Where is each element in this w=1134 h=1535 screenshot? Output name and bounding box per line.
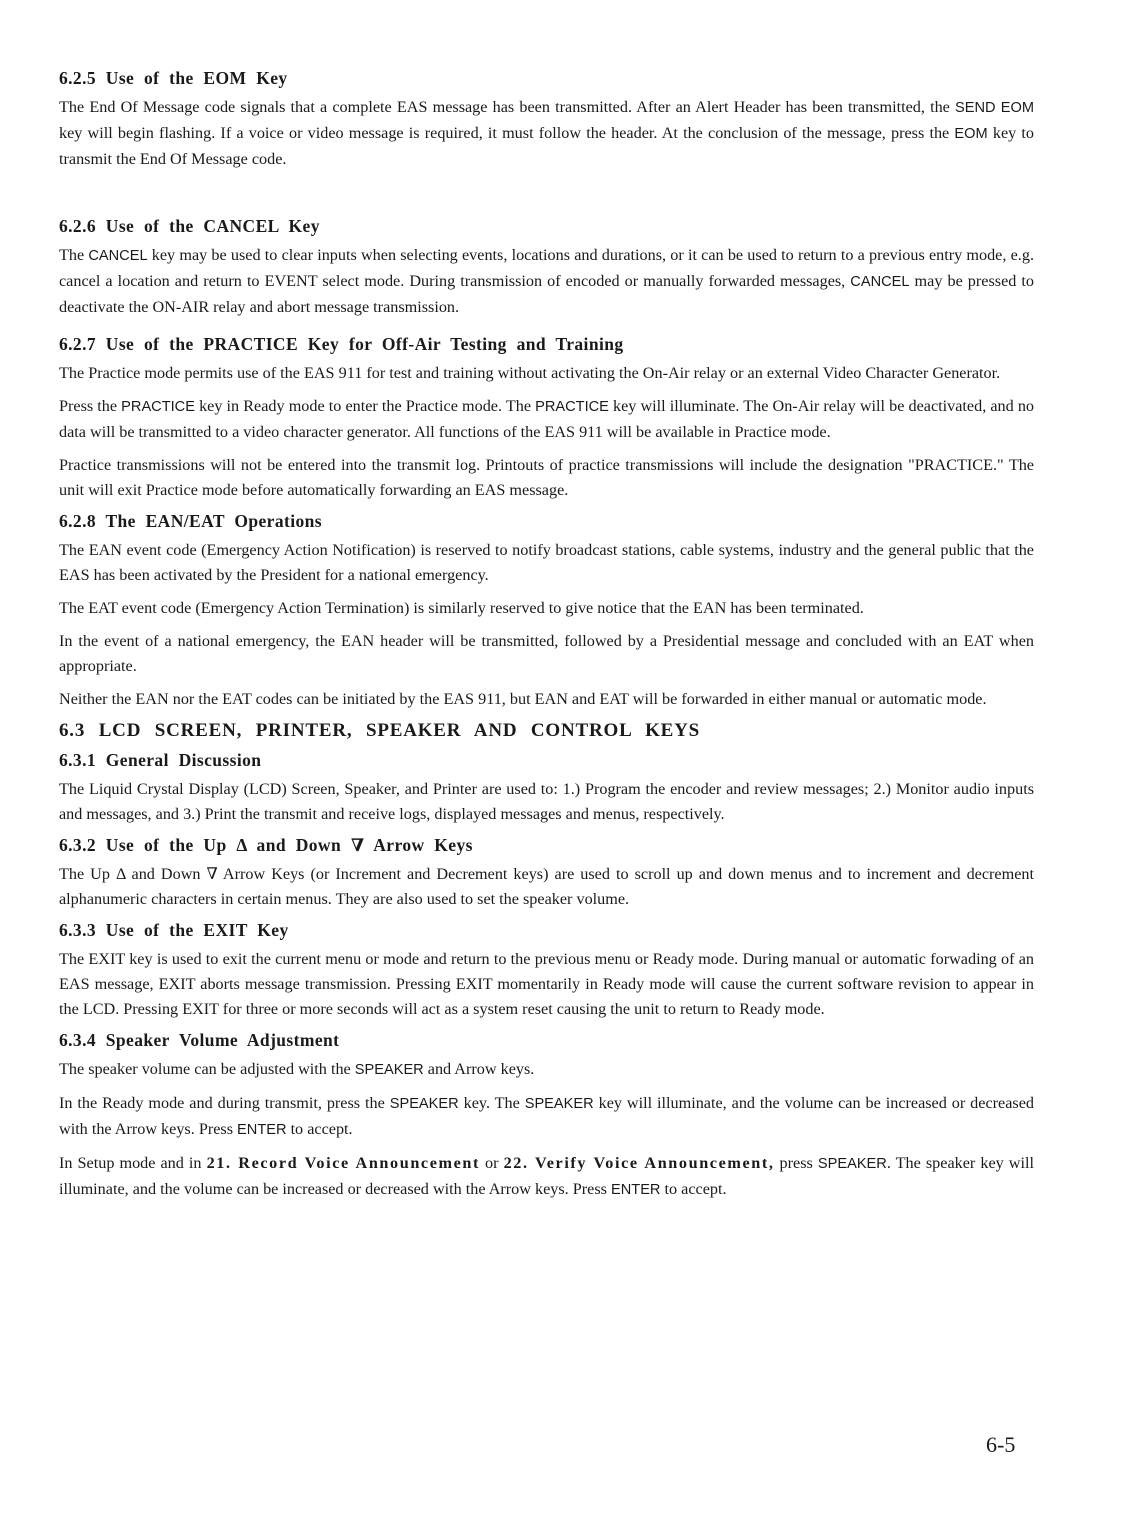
paragraph: Neither the EAN nor the EAT codes can be initiated by the EAS 911, but EAN and EAT will be forwarded in either manual or automatic mode. [59,690,987,708]
text-run: key. The [458,1094,525,1112]
text-run: and Arrow keys. [423,1060,535,1078]
text-run: In the Ready mode and during transmit, press the [59,1094,390,1112]
paragraph [59,394,1034,445]
paragraph [59,1057,1034,1083]
section-heading-6-2-5: 6.2.5 Use of the EOM Key [59,68,288,88]
section-heading-6-2-7: 6.2.7 Use of the PRACTICE Key for Off-Air Testing and Training [59,334,624,354]
paragraph: Practice transmissions will not be entered into the transmit log. Printouts of practice transmissions will include the designation "PRACTICE." The unit will exit Practice mode before automatically forwarding an EAS message. [59,456,1034,499]
paragraph: The Liquid Crystal Display (LCD) Screen, Speaker, and Printer are used to: 1.) Program the encoder and review messages; 2.) Monitor audio inputs and messages, and 3.) Print the transmit and receive logs, displayed messages and menus, respectively. [59,780,1034,823]
text-run: In Setup mode and in [59,1154,207,1172]
paragraph: In the event of a national emergency, the EAN header will be transmitted, followed by a Presidential message and concluded with an EAT when appropriate. [59,632,1034,675]
section-heading-6-3: 6.3 LCD SCREEN, PRINTER, SPEAKER AND CONTROL KEYS [59,720,701,741]
key-name: PRACTICE [121,399,195,415]
key-name: PRACTICE [535,399,609,415]
page-number: 6-5 [986,1432,1016,1457]
key-name: CANCEL [88,248,148,264]
text-run: to accept. [286,1120,353,1138]
text-run: to accept. [660,1180,727,1198]
key-name: SPEAKER [524,1096,594,1112]
paragraph [59,1091,1034,1143]
text-run: . The speaker key will illuminate, and the volume can be increased or decreased with the Arrow keys. Press [59,1154,1034,1198]
section-heading-6-3-1: 6.3.1 General Discussion [59,750,262,770]
text-run: The speaker volume can be adjusted with the [59,1060,355,1078]
key-name: ENTER [611,1182,661,1198]
key-name: SEND EOM [955,100,1035,116]
paragraph: The EXIT key is used to exit the current menu or mode and return to the previous menu or Ready mode. During manual or automatic forwading of an EAS message, EXIT aborts message transmission. Pressing EXIT momentarily in Ready mode will cause the current software revision to appear in the LCD. Pressing EXIT for three or more seconds will act as a system reset causing the unit to return to Ready mode. [59,950,1034,1018]
paragraph: The Up Δ and Down ∇ Arrow Keys (or Increment and Decrement keys) are used to scroll up and down menus and to increment and decrement alphanumeric characters in certain menus. They are also used to set the speaker volume. [59,865,1034,908]
section-heading-6-2-6: 6.2.6 Use of the CANCEL Key [59,216,320,236]
section-heading-6-3-3: 6.3.3 Use of the EXIT Key [59,920,289,940]
text-run: key to transmit the End Of Message code. [59,124,1034,168]
text-run: key will illuminate. The On-Air relay will be deactivated, and no data will be transmitted to a video character generator. All functions of the EAS 911 will be available in Practice mode. [59,397,1035,441]
text-run: or [479,1154,504,1172]
paragraph [59,243,1034,320]
section-heading-6-2-8: 6.2.8 The EAN/EAT Operations [59,511,322,531]
key-name: SPEAKER [354,1062,424,1078]
text-run: key will begin flashing. If a voice or video message is required, it must follow the header. At the conclusion of the message, press the [59,124,955,142]
key-name: SPEAKER [817,1156,887,1172]
section-heading-6-3-4: 6.3.4 Speaker Volume Adjustment [59,1030,340,1050]
paragraph: The EAT event code (Emergency Action Termination) is similarly reserved to give notice that the EAN has been terminated. [59,599,864,617]
text-run: The [59,246,89,264]
key-name: EOM [954,126,988,142]
menu-name: 21. Record Voice Announcement [206,1154,480,1172]
paragraph: The EAN event code (Emergency Action Notification) is reserved to notify broadcast stations, cable systems, industry and the general public that the EAS has been activated by the President for a national emergency. [59,541,1034,584]
section-heading-6-3-2: 6.3.2 Use of the Up Δ and Down ∇ Arrow Keys [59,835,473,855]
text-run: key will illuminate, and the volume can be increased or decreased with the Arrow keys. Press [59,1094,1034,1138]
key-name: CANCEL [850,274,910,290]
menu-name: 22. Verify Voice Announcement, [503,1154,775,1172]
key-name: SPEAKER [389,1096,459,1112]
text-run: Press the [59,397,122,415]
paragraph [59,1151,1034,1203]
paragraph [59,95,1034,172]
text-run: press [774,1154,818,1172]
text-run: may be pressed to deactivate the ON-AIR relay and abort message transmission. [59,272,1034,316]
paragraph: The Practice mode permits use of the EAS 911 for test and training without activating the On-Air relay or an external Video Character Generator. [59,364,1001,382]
text-run: key may be used to clear inputs when selecting events, locations and durations, or it can be used to return to a previous entry mode, e.g. cancel a location and return to EVENT select mode. During transmission of encoded or manually forwarded messages, [59,246,1034,290]
text-run: The End Of Message code signals that a complete EAS message has been transmitted. After an Alert Header has been transmitted, the [59,98,956,116]
text-run: key in Ready mode to enter the Practice mode. The [194,397,536,415]
key-name: ENTER [237,1122,287,1138]
